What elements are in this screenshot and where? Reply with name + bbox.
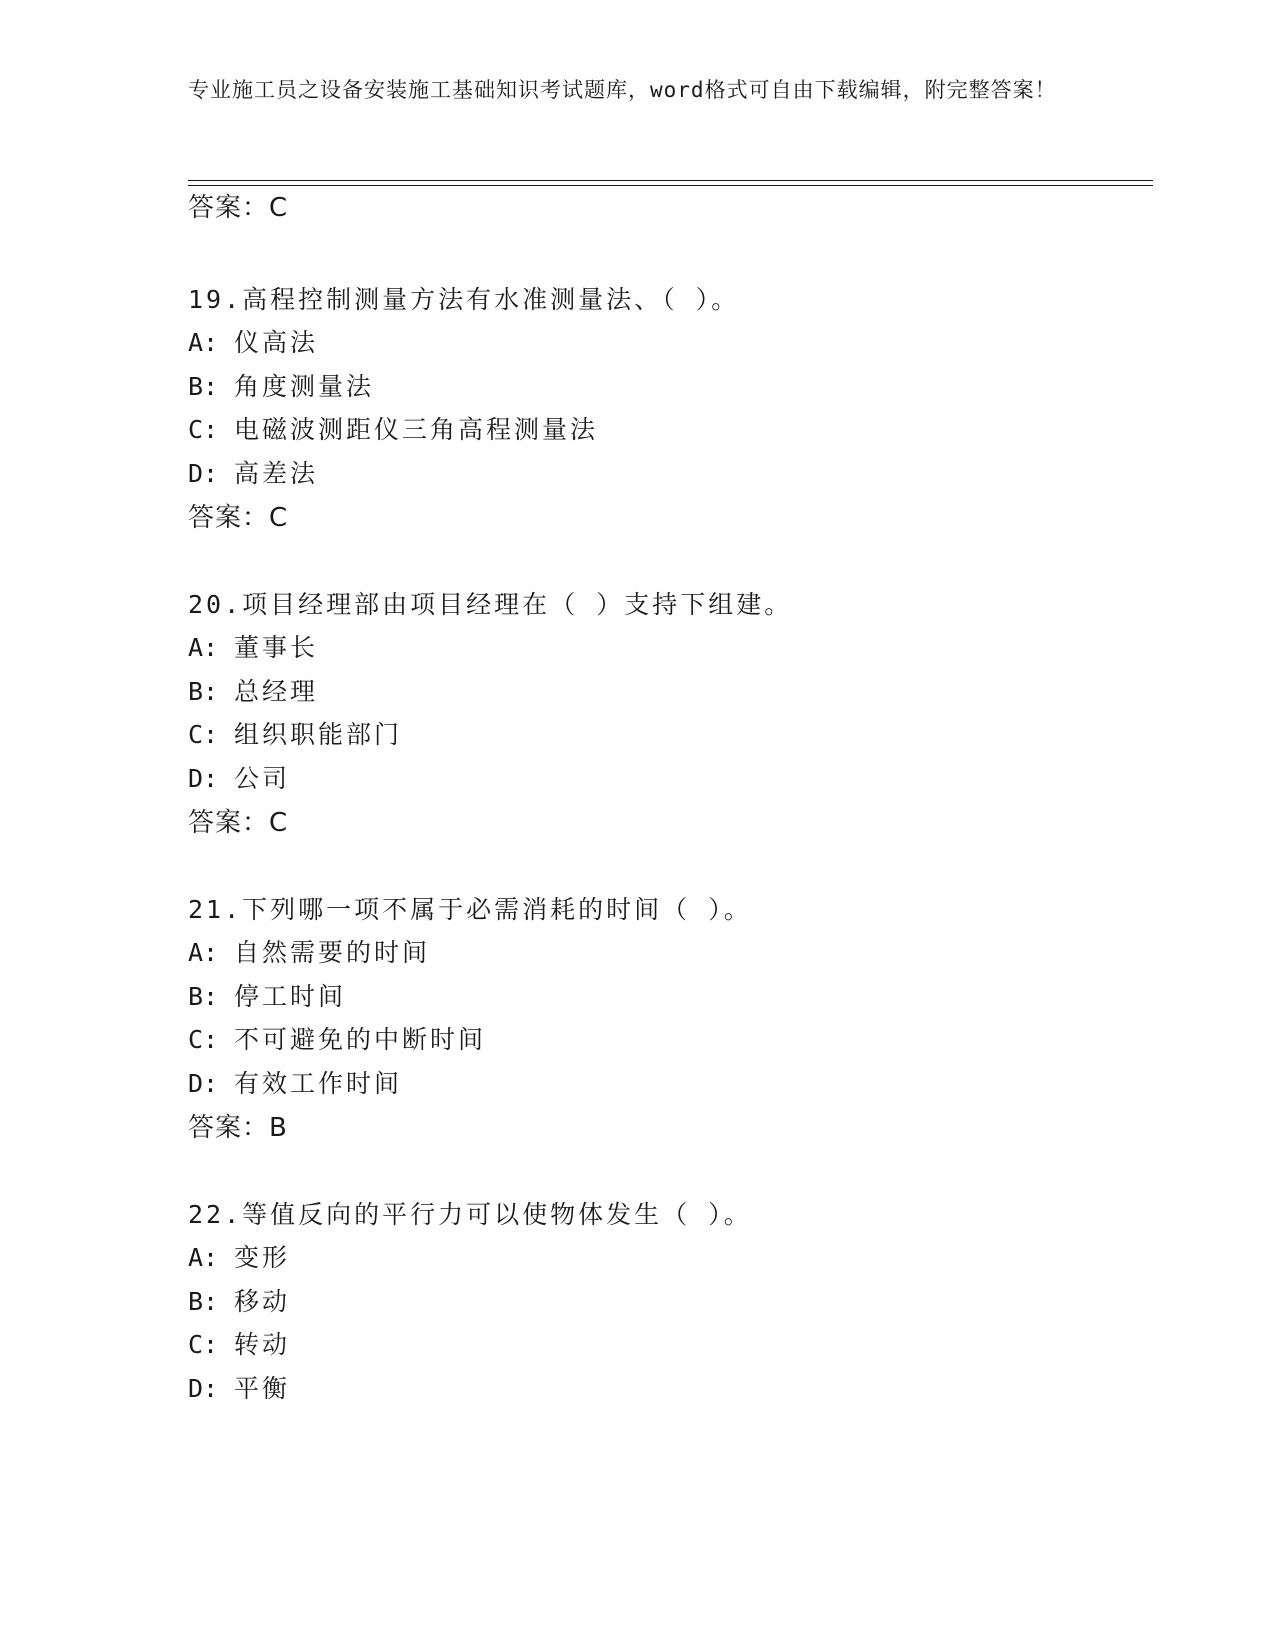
option-letter: C: xyxy=(188,1025,219,1054)
option-letter: A: xyxy=(188,328,219,357)
option-letter: C: xyxy=(188,720,219,749)
question-22-option-c xyxy=(188,1329,290,1361)
option-text: 仪高法 xyxy=(234,328,319,357)
question-19-stem: 19.高程控制测量方法有水准测量法、（ ）。 xyxy=(188,285,740,314)
document-header: 专业施工员之设备安装施工基础知识考试题库，word格式可自由下载编辑，附完整答案！ xyxy=(188,78,1057,102)
question-21-option-b xyxy=(188,981,346,1013)
question-20-option-b xyxy=(188,676,318,708)
option-text: 董事长 xyxy=(234,633,319,662)
option-text: 转动 xyxy=(234,1330,291,1359)
question-21-option-c xyxy=(188,1024,486,1056)
option-letter: B: xyxy=(188,1287,219,1316)
option-text: 停工时间 xyxy=(234,982,347,1011)
header-rule-bottom xyxy=(188,185,1153,186)
option-letter: B: xyxy=(188,982,219,1011)
option-letter: C: xyxy=(188,1330,219,1359)
option-letter: B: xyxy=(188,372,219,401)
question-19-option-a xyxy=(188,327,318,359)
question-20-option-a xyxy=(188,632,318,664)
option-text: 高差法 xyxy=(234,459,319,488)
option-text: 移动 xyxy=(234,1287,291,1316)
option-letter: D: xyxy=(188,764,219,793)
option-letter: A: xyxy=(188,633,219,662)
option-text: 组织职能部门 xyxy=(234,720,403,749)
question-21-option-d xyxy=(188,1068,402,1100)
answer-previous: 答案：C xyxy=(188,193,289,223)
question-21-answer: 答案：B xyxy=(188,1113,288,1143)
question-21-option-a xyxy=(188,937,430,969)
option-letter: B: xyxy=(188,677,219,706)
question-19-option-d xyxy=(188,458,318,490)
option-letter: C: xyxy=(188,415,219,444)
header-rule-top xyxy=(188,180,1153,181)
question-22-option-b xyxy=(188,1286,290,1318)
question-20-answer: 答案：C xyxy=(188,808,289,838)
option-text: 自然需要的时间 xyxy=(234,938,431,967)
question-22-stem: 22.等值反向的平行力可以使物体发生（ ）。 xyxy=(188,1200,752,1229)
option-letter: D: xyxy=(188,1069,219,1098)
option-letter: D: xyxy=(188,1374,219,1403)
option-text: 公司 xyxy=(234,764,291,793)
option-text: 角度测量法 xyxy=(234,372,375,401)
option-letter: A: xyxy=(188,1243,219,1272)
question-19-option-c xyxy=(188,414,598,446)
option-text: 电磁波测距仪三角高程测量法 xyxy=(234,415,599,444)
option-text: 有效工作时间 xyxy=(234,1069,403,1098)
question-22-option-d xyxy=(188,1373,290,1405)
question-19-option-b xyxy=(188,371,374,403)
option-text: 平衡 xyxy=(234,1374,291,1403)
question-21-stem: 21.下列哪一项不属于必需消耗的时间（ ）。 xyxy=(188,895,752,924)
option-letter: D: xyxy=(188,459,219,488)
option-letter: A: xyxy=(188,938,219,967)
option-text: 总经理 xyxy=(234,677,319,706)
question-19-answer: 答案：C xyxy=(188,503,289,533)
question-20-option-c xyxy=(188,719,402,751)
option-text: 不可避免的中断时间 xyxy=(234,1025,487,1054)
option-text: 变形 xyxy=(234,1243,291,1272)
question-20-stem: 20.项目经理部由项目经理在（ ）支持下组建。 xyxy=(188,590,793,619)
question-20-option-d xyxy=(188,763,290,795)
question-22-option-a xyxy=(188,1242,290,1274)
